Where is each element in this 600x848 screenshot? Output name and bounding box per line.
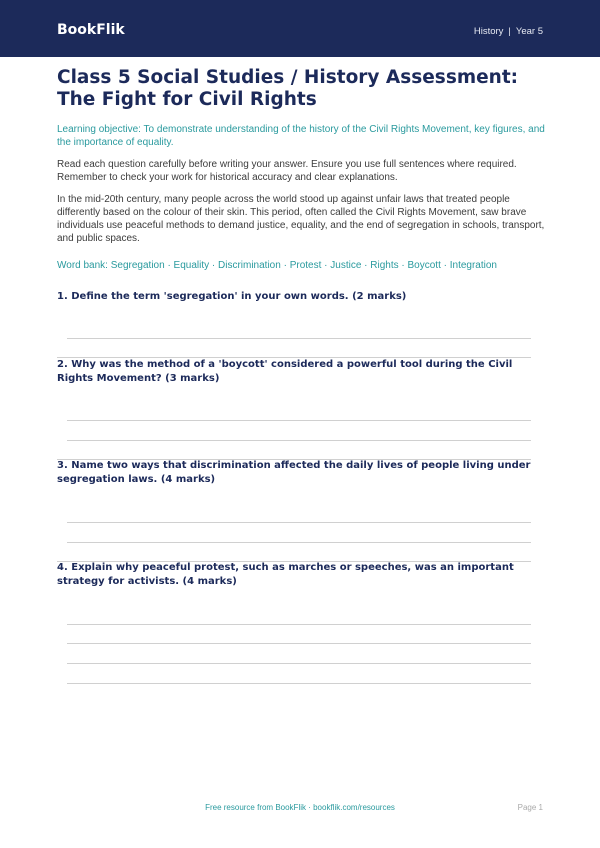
question-1: 1. Define the term 'segregation' in your own words. (2 marks) [57, 291, 407, 302]
word-bank: Word bank: Segregation · Equality · Discrimination · Protest · Justice · Rights · Boycott · Integration [57, 260, 497, 271]
answer-line[interactable] [67, 440, 531, 441]
footer-credit: Free resource from BookFlik · bookflik.com/resources [205, 803, 395, 812]
answer-line[interactable] [67, 420, 531, 421]
answer-line[interactable] [67, 522, 531, 523]
page-number: Page 1 [517, 803, 543, 812]
subject-label: History [473, 26, 504, 37]
answer-line[interactable] [67, 643, 531, 644]
answer-line[interactable] [67, 338, 531, 339]
learning-objective: Learning objective: To demonstrate understanding of the history of the Civil Rights Movement, key figures, and the importance of equality. [57, 124, 545, 148]
page-title: Class 5 Social Studies / History Assessment: The Fight for Civil Rights [57, 67, 519, 110]
intro-text: In the mid-20th century, many people across the world stood up against unfair laws that treated people differently based on the colour of their skin. This period, often called the Civil Rights Movement, saw brave individuals use peaceful methods to demand justice, equality, and the end of segregation in schools, transport, and public spaces. [57, 194, 545, 244]
brand-logo: BookFlik [57, 22, 125, 38]
question-3: 3. Name two ways that discrimination affected the daily lives of people living under segregation laws. (4 marks) [57, 460, 531, 485]
instructions-text: Read each question carefully before writing your answer. Ensure you use full sentences where required. Remember to check your work for historical accuracy and clear explanations. [57, 159, 517, 183]
answer-line[interactable] [67, 683, 531, 684]
header-separator: | [508, 26, 511, 37]
page-header [0, 0, 600, 57]
year-label: Year 5 [515, 26, 543, 37]
header-meta [474, 26, 543, 38]
question-2: 2. Why was the method of a 'boycott' considered a powerful tool during the Civil Rights Movement? (3 marks) [57, 359, 513, 384]
answer-line[interactable] [67, 542, 531, 543]
answer-line[interactable] [67, 624, 531, 625]
answer-line[interactable] [67, 663, 531, 664]
question-4: 4. Explain why peaceful protest, such as marches or speeches, was an important strategy for activists. (4 marks) [57, 562, 514, 587]
